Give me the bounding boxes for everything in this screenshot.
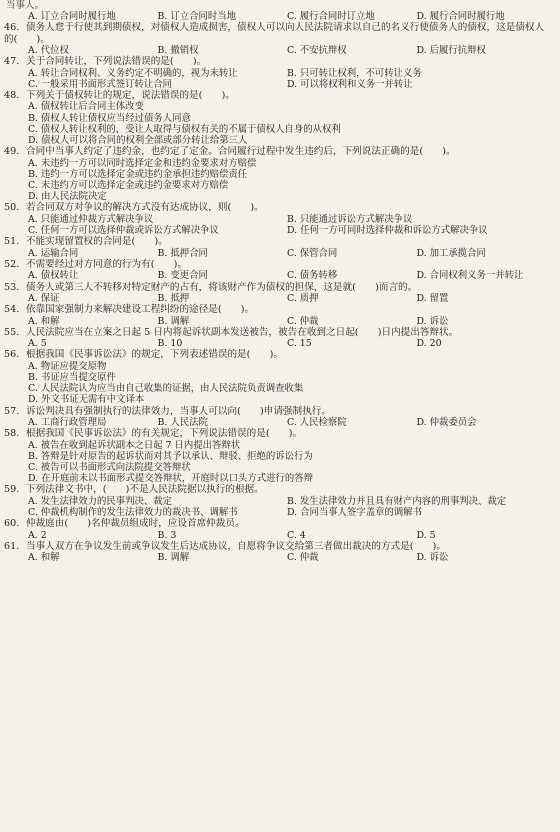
option-a[interactable]: A. 5 [28, 338, 47, 350]
question-number: 46. [4, 22, 20, 34]
option-c[interactable]: C. 任何一方可以选择仲裁或诉讼方式解决争议 [28, 225, 219, 237]
question-number: 58. [4, 428, 20, 440]
option-group [4, 417, 546, 428]
question-stem [4, 22, 546, 45]
question-number: 55. [4, 326, 20, 338]
question-stem [4, 484, 546, 495]
question-text: 根据我国《民事诉讼法》的规定，下列表述错误的是( )。 [26, 349, 283, 361]
option-c[interactable]: C. 履行合同时订立地 [287, 11, 375, 22]
question-60 [4, 518, 546, 541]
option-c[interactable]: C. 人民法院认为应当由自己收集的证据，由人民法院负责调查收集 [28, 383, 304, 395]
question-number: 59. [4, 484, 20, 496]
question-53 [4, 282, 546, 305]
question-stem [4, 236, 546, 247]
option-b[interactable]: B. 答辩是针对原告的起诉状而对其予以承认、辩驳、拒绝的诉讼行为 [28, 450, 313, 462]
option-b[interactable]: B. 订立合同时当地 [157, 11, 236, 22]
question-55 [4, 327, 546, 350]
option-c[interactable]: C. 仲裁机构制作的发生法律效力的裁决书、调解书 [28, 506, 238, 518]
question-number: 52. [4, 258, 20, 270]
question-number: 48. [4, 90, 20, 102]
option-a[interactable]: A. 转让合同权利、义务约定不明确的，视为未转让 [28, 67, 238, 79]
question-stem [4, 202, 546, 213]
option-d[interactable]: D. 任何一方可同时选择仲裁和诉讼方式解决争议 [287, 225, 488, 237]
option-d[interactable]: D. 仲裁委员会 [416, 416, 477, 428]
option-d[interactable]: D. 由人民法院决定 [28, 191, 107, 203]
option-a[interactable]: A. 发生法律效力的民事判决、裁定 [28, 495, 172, 507]
option-c[interactable]: C. 质押 [287, 292, 319, 304]
question-stem [4, 304, 546, 315]
question-text: 债务人或第三人不转移对特定财产的占有，将该财产作为债权的担保，这是就( )而言的。 [26, 281, 418, 293]
question-stem [4, 428, 546, 439]
question-text: 不需要经过对方同意的行为有( )。 [26, 258, 187, 270]
option-c[interactable]: C. 保管合同 [287, 247, 338, 259]
option-d[interactable]: D. 合同权利义务一并转让 [416, 270, 524, 282]
question-58 [4, 428, 546, 484]
question-prev [4, 11, 546, 22]
question-number: 54. [4, 304, 20, 316]
option-d[interactable]: D. 5 [416, 529, 436, 541]
option-group [4, 214, 546, 236]
question-number: 53. [4, 281, 20, 293]
question-number: 50. [4, 202, 20, 214]
option-d[interactable]: D. 加工承揽合同 [416, 247, 486, 259]
option-a[interactable]: A. 债权转让 [28, 270, 79, 282]
option-c[interactable]: C. 债权人转让权利的，受让人取得与债权有关的不属于债权人自身的从权利 [28, 123, 341, 135]
question-text: 仲裁庭由( )名仲裁员组成时，应设首席仲裁员。 [26, 518, 245, 530]
option-c[interactable]: C. 未违约方可以选择定金或违约金要求对方赔偿 [28, 180, 229, 192]
option-a[interactable]: A. 和解 [28, 315, 60, 327]
option-b[interactable]: B. 抵押合同 [157, 247, 208, 259]
option-group [4, 101, 546, 146]
option-b[interactable]: B. 调解 [157, 552, 190, 564]
question-47 [4, 56, 546, 90]
option-group [4, 248, 546, 259]
option-c[interactable]: C. 一般采用书面形式签订转让合同 [28, 78, 173, 90]
option-b[interactable]: B. 债权人转让债权应当经过债务人同意 [28, 112, 191, 124]
option-d[interactable]: D. 履行合同时履行地 [416, 11, 505, 22]
question-59 [4, 484, 546, 518]
option-a[interactable]: A. 未违约一方可以同时选择定金和违约金要求对方赔偿 [28, 157, 257, 169]
option-d[interactable]: D. 诉讼 [416, 552, 449, 564]
question-text: 依靠国家强制力来解决建设工程纠纷的途径是( )。 [26, 304, 255, 316]
option-a[interactable]: A. 代位权 [28, 45, 69, 57]
option-c[interactable]: C. 4 [287, 529, 306, 541]
option-d[interactable]: D. 20 [416, 338, 442, 350]
option-b[interactable]: B. 10 [157, 338, 183, 350]
question-text: 人民法院应当在立案之日起 5 日内将起诉状副本发送被告，被告在收到之日起( )日内提出答辩状。 [26, 326, 459, 338]
question-50 [4, 202, 546, 236]
question-number: 56. [4, 349, 20, 361]
option-b[interactable]: B. 只可转让权利，不可转让义务 [287, 67, 422, 79]
question-49 [4, 146, 546, 202]
question-number: 61. [4, 540, 20, 552]
option-b[interactable]: B. 只能通过诉讼方式解决争议 [287, 213, 413, 225]
option-a[interactable]: A. 订立合同时履行地 [28, 11, 116, 22]
option-d[interactable]: D. 外文书证无需有中文译本 [28, 394, 145, 406]
option-a[interactable]: A. 工商行政管理局 [28, 416, 107, 428]
question-text: 下列关于债权转让的规定，说法错误的是( )。 [26, 90, 235, 102]
question-stem [4, 327, 546, 338]
option-b[interactable]: B. 变更合同 [157, 270, 208, 282]
option-a[interactable]: A. 物证应提交原物 [28, 360, 107, 372]
question-stem [4, 282, 546, 293]
question-52 [4, 259, 546, 282]
question-number: 47. [4, 56, 20, 68]
option-b[interactable]: B. 人民法院 [157, 416, 208, 428]
question-stem [4, 146, 546, 157]
option-d[interactable]: D. 在开庭前未以书面形式提交答辩状，开庭时以口头方式进行的答辩 [28, 473, 314, 485]
question-56 [4, 349, 546, 405]
question-stem [4, 56, 546, 67]
question-text: 债务人怠于行使其到期债权，对债权人造成损害，债权人可以向人民法院请求以自己的名义行使债务人的债权，这是债权人的( )。 [4, 22, 545, 45]
option-b[interactable]: B. 抵押 [157, 292, 190, 304]
question-text: 关于合同转让，下列说法错误的是( )。 [26, 56, 207, 68]
option-a[interactable]: A. 和解 [28, 552, 60, 564]
option-group [4, 338, 546, 349]
question-text: 合同中当事人约定了违约金，也约定了定金。合同履行过程中发生违约后，下列说法正确的是( )。 [26, 146, 456, 158]
option-group [4, 158, 546, 203]
question-48 [4, 90, 546, 146]
question-text: 根据我国《民事诉讼法》的有关规定，下列说法错误的是( )。 [26, 428, 303, 440]
question-stem [4, 349, 546, 360]
option-c[interactable]: C. 人民检察院 [287, 416, 347, 428]
option-a[interactable]: A. 保证 [28, 292, 60, 304]
option-b[interactable]: B. 调解 [157, 315, 190, 327]
option-b[interactable]: B. 违约一方可以选择定金或违约金承担违约赔偿责任 [28, 168, 248, 180]
option-group [4, 11, 546, 22]
option-b[interactable]: B. 书证应当提交原件 [28, 371, 116, 383]
question-51 [4, 236, 546, 259]
option-a[interactable]: A. 债权转让后合同主体改变 [28, 101, 144, 113]
option-c[interactable]: C. 仲裁 [287, 315, 319, 327]
option-a[interactable]: A. 被告在收到起诉状副本之日起 7 日内提出答辩状 [28, 439, 241, 451]
option-a[interactable]: A. 运输合同 [28, 247, 79, 259]
option-d[interactable]: D. 债权人可以将合同的权利全部或部分转让给第三人 [28, 135, 248, 147]
option-group [4, 68, 546, 90]
option-group [4, 496, 546, 518]
option-group [4, 45, 546, 56]
option-d[interactable]: D. 诉讼 [416, 315, 449, 327]
option-d[interactable]: D. 后履行抗辩权 [416, 45, 486, 57]
option-d[interactable]: D. 合同当事人签字盖章的调解书 [287, 506, 423, 518]
question-text: 诉讼判决具有强制执行的法律效力，当事人可以向( )申请强制执行。 [26, 405, 331, 417]
option-c[interactable]: C. 15 [287, 338, 312, 350]
option-d[interactable]: D. 留置 [416, 292, 449, 304]
question-text: 下列法律文书中，( )不是人民法院据以执行的根据。 [26, 484, 264, 496]
option-b[interactable]: B. 3 [157, 529, 177, 541]
option-group [4, 293, 546, 304]
option-c[interactable]: C. 仲裁 [287, 552, 319, 564]
question-text: 若合同双方对争议的解决方式没有达成协议，则( )。 [26, 202, 264, 214]
question-57 [4, 406, 546, 429]
option-c[interactable]: C. 被告可以书面形式向法院提交答辩状 [28, 461, 191, 473]
option-group [4, 440, 546, 485]
option-group [4, 552, 546, 563]
option-c[interactable]: C. 债务转移 [287, 270, 338, 282]
question-stem [4, 518, 546, 529]
option-b[interactable]: B. 发生法律效力并且具有财产内容的刑事判决、裁定 [287, 495, 507, 507]
option-group [4, 530, 546, 541]
option-group [4, 270, 546, 281]
option-a[interactable]: A. 只能通过仲裁方式解决争议 [28, 213, 154, 225]
option-group [4, 361, 546, 406]
question-number: 51. [4, 236, 20, 248]
question-61 [4, 541, 546, 564]
question-stem [4, 259, 546, 270]
question-46 [4, 22, 546, 56]
question-number: 60. [4, 518, 20, 530]
top-fragment: 当事人。 [6, 0, 45, 11]
question-number: 49. [4, 146, 20, 158]
option-d[interactable]: D. 可以将权利和义务一并转让 [287, 78, 413, 90]
option-b[interactable]: B. 撤销权 [157, 45, 199, 57]
option-c[interactable]: C. 不安抗辩权 [287, 45, 347, 57]
question-text: 不能实现留置权的合同是( )。 [26, 236, 168, 248]
question-stem [4, 90, 546, 101]
question-stem [4, 406, 546, 417]
option-a[interactable]: A. 2 [28, 529, 47, 541]
option-group [4, 316, 546, 327]
question-stem [4, 541, 546, 552]
question-list [4, 11, 546, 563]
question-54 [4, 304, 546, 327]
question-number: 57. [4, 405, 20, 417]
question-text: 当事人双方在争议发生前或争议发生后达成协议，自愿将争议交给第三者做出裁决的方式是( )。 [26, 540, 447, 552]
